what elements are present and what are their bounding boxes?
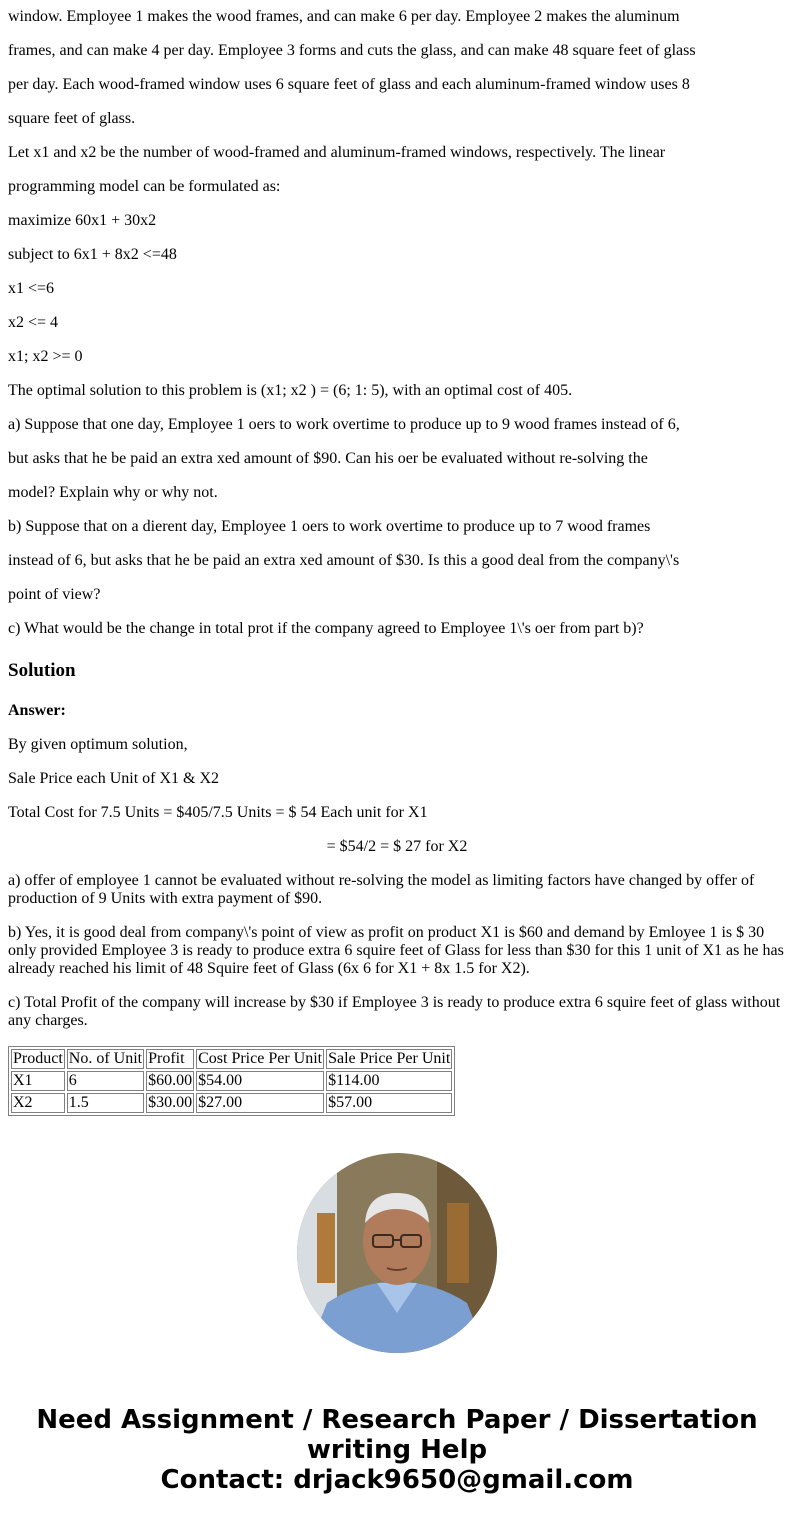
question-line: c) What would be the change in total prot if the company agreed to Employee 1\'s oer from part b)? <box>8 620 644 637</box>
question-line: but asks that he be paid an extra xed amount of $90. Can his oer be evaluated without re-solving the <box>8 450 648 467</box>
table-header-cell: No. of Unit <box>68 1050 143 1067</box>
question-line: model? Explain why or why not. <box>8 484 218 501</box>
question-line: x1 <=6 <box>8 280 55 297</box>
table-cell: $57.00 <box>326 1093 452 1113</box>
table-header-cell: Sale Price Per Unit <box>328 1050 451 1067</box>
table-cell: 1.5 <box>67 1093 144 1113</box>
question-line: per day. Each wood-framed window uses 6 square feet of glass and each aluminum-framed window uses 8 <box>8 76 690 93</box>
banner-line: Need Assignment / Research Paper / Dissertation <box>36 1405 758 1435</box>
question-line: maximize 60x1 + 30x2 <box>8 212 157 229</box>
banner-line: writing Help <box>306 1435 488 1465</box>
question-line: subject to 6x1 + 8x2 <=48 <box>8 246 177 263</box>
solution-paragraph: = $54/2 = $ 27 for X2 <box>326 838 468 855</box>
question-line: point of view? <box>8 586 101 603</box>
table-cell: X2 <box>11 1093 65 1113</box>
question-line: instead of 6, but asks that he be paid an extra xed amount of $30. Is this a good deal from the company\'s <box>8 552 680 569</box>
answer-label: Answer: <box>8 702 66 719</box>
question-line: frames, and can make 4 per day. Employee 3 forms and cuts the glass, and can make 48 square feet of glass <box>8 42 696 59</box>
table-cell: $114.00 <box>326 1071 452 1091</box>
table-header-cell: Product <box>13 1050 63 1067</box>
question-line: x2 <= 4 <box>8 314 59 331</box>
avatar-photo <box>297 1153 497 1353</box>
question-line: The optimal solution to this problem is (x1; x2 ) = (6; 1: 5), with an optimal cost of 405. <box>8 382 573 399</box>
table-cell: $60.00 <box>148 1072 193 1089</box>
solution-heading: Solution <box>8 660 76 681</box>
table-header-row <box>11 1049 452 1069</box>
table-cell: $54.00 <box>196 1071 324 1091</box>
question-line: square feet of glass. <box>8 110 136 127</box>
question-line: a) Suppose that one day, Employee 1 oers to work overtime to produce up to 9 wood frames instead of 6, <box>8 416 680 433</box>
table-row <box>11 1093 452 1113</box>
author-avatar <box>297 1153 497 1353</box>
table-cell: X1 <box>11 1071 65 1091</box>
contact-email: Contact: drjack9650@gmail.com <box>160 1465 634 1495</box>
question-text <box>8 0 786 646</box>
table-cell: 6 <box>67 1071 144 1091</box>
table-header-cell: Profit <box>146 1049 194 1069</box>
question-line: Let x1 and x2 be the number of wood-framed and aluminum-framed windows, respectively. The linear <box>8 144 666 161</box>
solution-paragraph: c) Total Profit of the company will increase by $30 if Employee 3 is ready to produce extra 6 squire feet of glass without any charges. <box>8 994 781 1029</box>
question-line: window. Employee 1 makes the wood frames, and can make 6 per day. Employee 2 makes the aluminum <box>8 8 680 25</box>
solution-paragraph: a) offer of employee 1 cannot be evaluated without re-solving the model as limiting factors have changed by offer of production of 9 Units with extra payment of $90. <box>8 872 755 907</box>
question-line: programming model can be formulated as: <box>8 178 281 195</box>
table-cell: $30.00 <box>148 1094 193 1111</box>
solution-paragraph: Sale Price each Unit of X1 & X2 <box>8 770 220 787</box>
table-row <box>11 1071 452 1091</box>
solution-paragraph: b) Yes, it is good deal from company\'s point of view as profit on product X1 is $60 and demand by Emloyee 1 is $ 30 only provided Employee 3 is ready to produce extra 6 squire feet of Glass for less than $30 for this 1 unit of X1 as he has already reached his limit of 48 Squire feet of Glass (6x 6 for X1 + 8x 1.5 for X2). <box>8 924 784 977</box>
table-header-cell: Cost Price Per Unit <box>198 1050 323 1067</box>
question-line: x1; x2 >= 0 <box>8 348 83 365</box>
solution-paragraph: Total Cost for 7.5 Units = $405/7.5 Units = $ 54 Each unit for X1 <box>8 804 428 821</box>
solution-paragraph: By given optimum solution, <box>8 736 188 753</box>
document-body <box>8 0 786 1116</box>
question-line: b) Suppose that on a dierent day, Employee 1 oers to work overtime to produce up to 7 wood frames <box>8 518 651 535</box>
cost-table <box>8 1046 455 1116</box>
contact-banner <box>0 1405 794 1495</box>
table-cell: $27.00 <box>196 1093 324 1113</box>
